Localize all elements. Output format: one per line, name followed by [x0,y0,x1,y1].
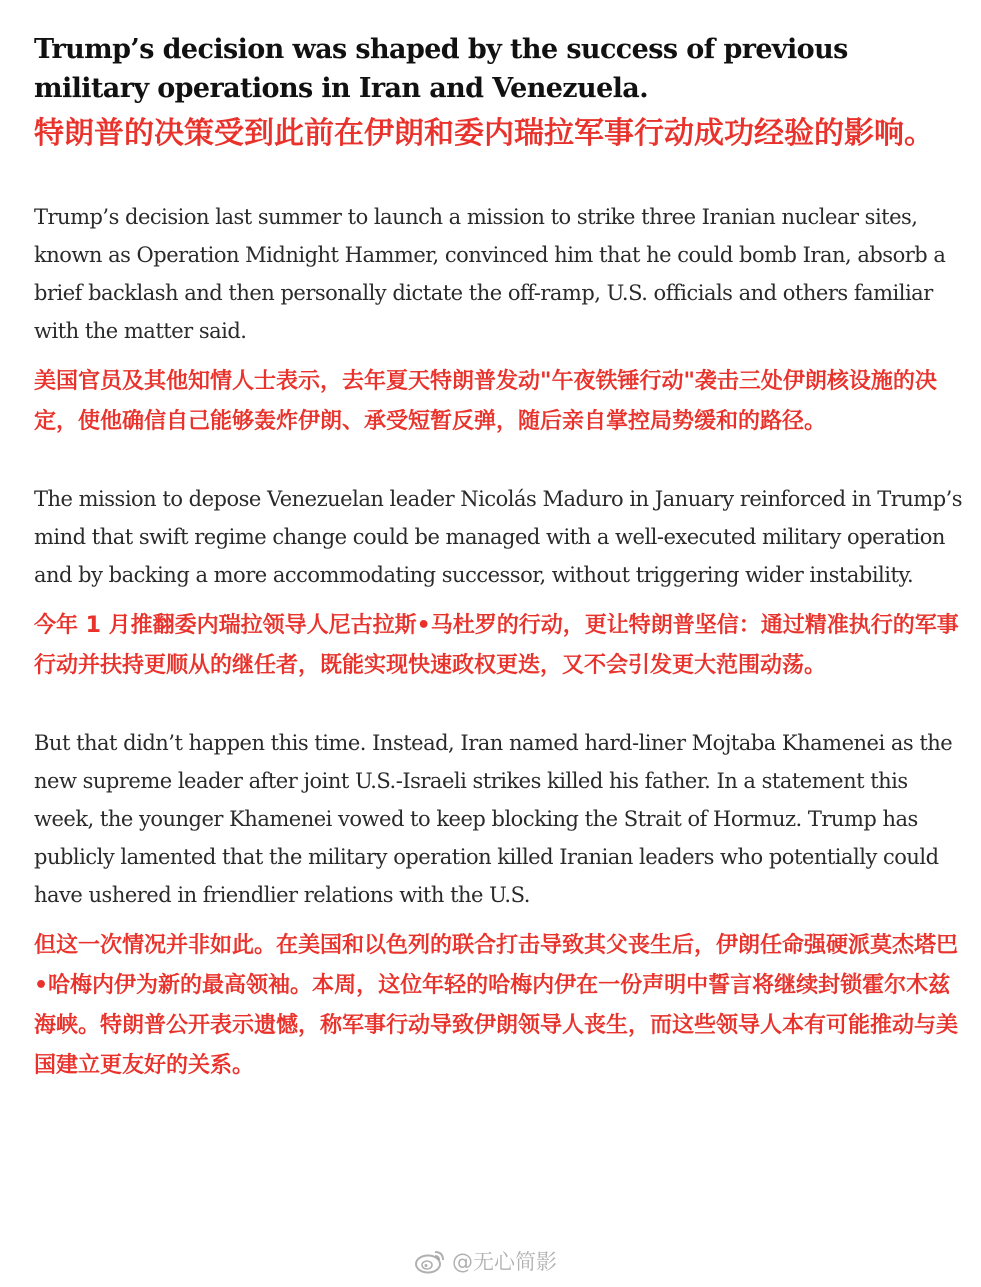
paragraph-block-2 [34,480,966,686]
headline-english: Trump’s decision was shaped by the success of previous military operations in Iran and Venezuela. [34,34,848,104]
paragraph-chinese: 今年 1 月推翻委内瑞拉领导人尼古拉斯•马杜罗的行动，更让特朗普坚信：通过精准执行的军事行动并扶持更顺从的继任者，既能实现快速政权更迭，又不会引发更大范围动荡。 [34,613,959,678]
paragraph-chinese: 美国官员及其他知情人士表示，去年夏天特朗普发动"午夜铁锤行动"袭击三处伊朗核设施的决定，使他确信自己能够轰炸伊朗、承受短暂反弹，随后亲自掌控局势缓和的路径。 [34,369,937,434]
paragraph-chinese: 但这一次情况并非如此。在美国和以色列的联合打击导致其父丧生后，伊朗任命强硬派莫杰塔巴•哈梅内伊为新的最高领袖。本周，这位年轻的哈梅内伊在一份声明中誓言将继续封锁霍尔木兹海峡。特朗普公开表示遗憾，称军事行动导致伊朗领导人丧生，而这些领导人本有可能推动与美国建立更友好的关系。 [34,933,959,1078]
paragraph-block-1 [34,198,966,442]
article [34,30,966,1086]
paragraph-block-3 [34,724,966,1086]
watermark [414,1244,557,1278]
watermark-text: @无心简影 [452,1250,557,1274]
paragraph-english: But that didn’t happen this time. Instead, Iran named hard-liner Mojtaba Khamenei as the new supreme leader after joint U.S.-Israeli strikes killed his father. In a statement this week, the younger Khamenei vowed to keep blocking the Strait of Hormuz. Trump has publicly lamented that the military operation killed Iranian leaders who potentially could have ushered in friendlier relations with the U.S. [34,731,953,907]
paragraph-english: The mission to depose Venezuelan leader Nicolás Maduro in January reinforced in Trump’s mind that swift regime change could be managed with a well-executed military operation and by backing a more accommodating successor, without triggering wider instability. [34,487,963,587]
weibo-icon [414,1248,446,1274]
paragraph-english: Trump’s decision last summer to launch a mission to strike three Iranian nuclear sites, known as Operation Midnight Hammer, convinced him that he could bomb Iran, absorb a brief backlash and then personally dictate the off-ramp, U.S. officials and others familiar with the matter said. [34,205,946,343]
headline-chinese: 特朗普的决策受到此前在伊朗和委内瑞拉军事行动成功经验的影响。 [34,116,934,151]
